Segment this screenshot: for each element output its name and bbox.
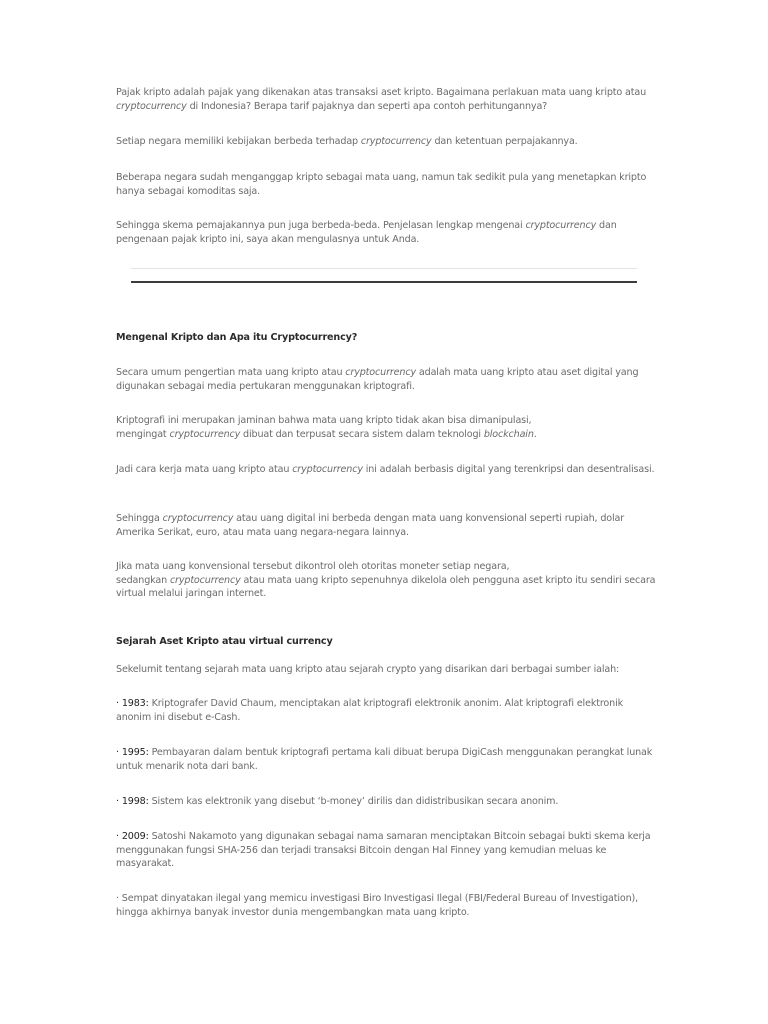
text-run: Kriptografer David Chaum, menciptakan alat kriptografi elektronik anonim. Alat kriptografi elektronik anonim ini disebut e-Cash. bbox=[116, 698, 623, 723]
text-run: Pajak kripto adalah pajak yang dikenakan atas transaksi aset kripto. Bagaimana perlakuan mata uang kripto atau bbox=[116, 87, 647, 98]
italic-term: cryptocurrency bbox=[169, 574, 241, 586]
text-run: Beberapa negara sudah menganggap kripto sebagai mata uang, namun tak sedikit pula yang menetapkan kripto hanya sebagai komoditas saja. bbox=[116, 172, 647, 197]
italic-term: cryptocurrency bbox=[360, 136, 432, 147]
year-label: · bbox=[116, 698, 122, 709]
section1-paragraph-4 bbox=[116, 512, 656, 539]
divider-light bbox=[131, 268, 637, 269]
text-run: atau uang digital ini berbeda dengan mata uang konvensional seperti rupiah, dolar Amerika Serikat, euro, atau mata uang negara-negara lainnya. bbox=[116, 513, 625, 538]
history-item-1998 bbox=[116, 795, 656, 809]
text-run: atau mata uang kripto sepenuhnya dikelola oleh pengguna aset kripto itu sendiri secara virtual melalui jaringan internet. bbox=[116, 574, 656, 600]
history-item-1995 bbox=[116, 746, 656, 773]
text-run: Jika mata uang konvensional tersebut dikontrol oleh otoritas moneter setiap negara, bbox=[116, 561, 510, 572]
year-label: 2009: bbox=[121, 831, 149, 842]
italic-term: cryptocurrency bbox=[116, 100, 187, 112]
text-run: Sekelumit tentang sejarah mata uang kripto atau sejarah crypto yang disarikan dari berbagai sumber ialah: bbox=[116, 664, 620, 675]
italic-term: cryptocurrency bbox=[345, 367, 416, 378]
section2-intro-paragraph bbox=[116, 663, 656, 677]
text-run: Sistem kas elektronik yang disebut ‘b-money’ dirilis dan didistribusikan secara anonim. bbox=[148, 796, 559, 807]
text-run: Pembayaran dalam bentuk kriptografi pertama kali dibuat berupa DigiCash menggunakan perangkat lunak untuk menarik nota dari bank. bbox=[116, 747, 653, 772]
section1-paragraph-5 bbox=[116, 560, 656, 601]
text-run: sedangkan bbox=[116, 574, 170, 586]
history-item-2009 bbox=[116, 830, 656, 871]
text-run: Secara umum pengertian mata uang kripto atau bbox=[116, 367, 346, 378]
section1-paragraph-1 bbox=[116, 366, 656, 393]
text-run: Sehingga skema pemajakannya pun juga berbeda-beda. Penjelasan lengkap mengenai bbox=[116, 220, 526, 231]
history-item-ilegal bbox=[116, 892, 656, 919]
section-heading-cryptocurrency: Mengenal Kripto dan Apa itu Cryptocurrency? bbox=[116, 332, 358, 343]
intro-paragraph-2 bbox=[116, 135, 656, 149]
text-run: · Sempat dinyatakan ilegal yang memicu investigasi Biro Investigasi Ilegal (FBI/Federal Bureau of Investigation), hingga akhirnya banyak investor dunia mengembangkan mata uang kripto. bbox=[116, 893, 639, 918]
text-run: Setiap negara memiliki kebijakan berbeda terhadap bbox=[116, 136, 361, 147]
section-heading-history: Sejarah Aset Kripto atau virtual currency bbox=[116, 636, 333, 647]
text-run: dibuat dan terpusat secara sistem dalam teknologi bbox=[240, 428, 484, 440]
text-run: . bbox=[533, 428, 537, 440]
text-run: dan pengenaan pajak kripto ini, saya akan mengulasnya untuk Anda. bbox=[116, 220, 617, 245]
text-run: mengingat bbox=[116, 428, 170, 440]
year-label: 1983: bbox=[121, 698, 149, 709]
divider-dark bbox=[131, 281, 637, 283]
text-run: ini adalah berbasis digital yang terenkripsi dan desentralisasi. bbox=[362, 464, 655, 475]
year-label: · bbox=[116, 796, 122, 807]
intro-paragraph-4 bbox=[116, 219, 656, 246]
italic-term: cryptocurrency bbox=[525, 220, 597, 231]
text-run: Sehingga bbox=[116, 513, 163, 524]
section1-paragraph-2 bbox=[116, 414, 656, 441]
year-label: 1995: bbox=[121, 747, 149, 758]
italic-term: cryptocurrency bbox=[292, 464, 363, 475]
history-item-1983 bbox=[116, 697, 656, 724]
year-label: · bbox=[116, 831, 122, 842]
year-label: · bbox=[116, 747, 122, 758]
italic-term: cryptocurrency bbox=[169, 428, 241, 440]
year-label: 1998: bbox=[121, 796, 149, 807]
text-run: Satoshi Nakamoto yang digunakan sebagai nama samaran menciptakan Bitcoin sebagai bukti skema kerja menggunakan fungsi SHA-256 dan terjadi transaksi Bitcoin dengan Hal Finney yang kemudian meluas ke masyarakat. bbox=[116, 831, 651, 870]
italic-term: cryptocurrency bbox=[162, 513, 234, 524]
section1-paragraph-3 bbox=[116, 463, 656, 477]
text-run: di Indonesia? Berapa tarif pajaknya dan seperti apa contoh perhitungannya? bbox=[186, 100, 548, 112]
intro-paragraph-1 bbox=[116, 86, 656, 113]
text-run: dan ketentuan perpajakannya. bbox=[431, 136, 578, 147]
text-run: Kriptografi ini merupakan jaminan bahwa mata uang kripto tidak akan bisa dimanipulasi, bbox=[116, 415, 532, 426]
text-run: Jadi cara kerja mata uang kripto atau bbox=[116, 464, 293, 475]
italic-term: blockchain bbox=[483, 428, 534, 440]
text-run: adalah mata uang kripto atau aset digital yang digunakan sebagai media pertukaran menggunakan kriptografi. bbox=[116, 367, 639, 392]
intro-paragraph-3 bbox=[116, 171, 656, 198]
